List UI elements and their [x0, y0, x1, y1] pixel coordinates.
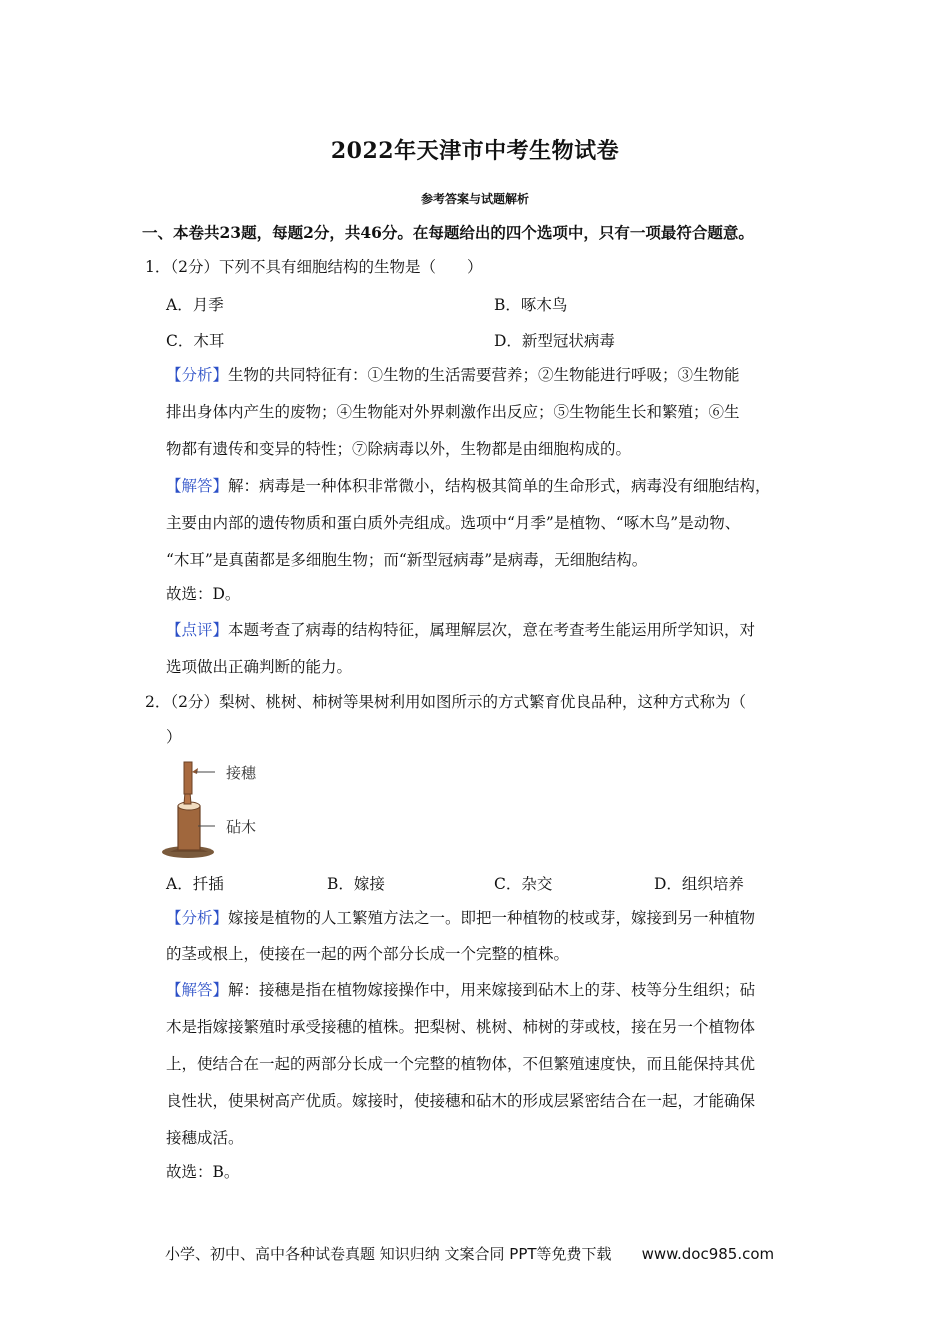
q1-comment-line-2: 选项做出正确判断的能力。 [166, 658, 353, 676]
q2-option-b: B．嫁接 [327, 875, 385, 893]
q1-option-a: A．月季 [166, 296, 224, 314]
q2-answer-line-4: 良性状，使果树高产优质。嫁接时，使接穗和砧木的形成层紧密结合在一起，才能确保 [166, 1092, 756, 1110]
q1-comment-line-1: 【点评】本题考查了病毒的结构特征，属理解层次，意在考查考生能运用所学知识，对 [166, 621, 756, 639]
q1-choice: 故选：D。 [166, 585, 241, 603]
q2-choice: 故选：B。 [166, 1163, 240, 1181]
q1-stem: 1．（2分）下列不具有细胞结构的生物是（ ） [145, 258, 483, 276]
analysis-tag: 【分析】 [166, 909, 229, 927]
page-title: 2022年天津市中考生物试卷 [330, 138, 620, 164]
q2-answer-line-3: 上，使结合在一起的两部分长成一个完整的植物体，不但繁殖速度快，而且能保持其优 [166, 1055, 756, 1073]
q2-answer-line-2: 木是指嫁接繁殖时承受接穗的植株。把梨树、桃树、柿树的芽或枝，接在另一个植物体 [166, 1018, 756, 1036]
q2-analysis-line-1: 【分析】嫁接是植物的人工繁殖方法之一。即把一种植物的枝或芽，嫁接到另一种植物 [166, 909, 756, 927]
answer-tag: 【解答】 [166, 981, 229, 999]
q1-answer-line-1: 【解答】解：病毒是一种体积非常微小，结构极其简单的生命形式，病毒没有细胞结构， [166, 477, 771, 495]
q1-analysis-line-1: 【分析】生物的共同特征有：①生物的生活需要营养；②生物能进行呼吸；③生物能 [166, 366, 740, 384]
q2-option-c: C．杂交 [494, 875, 553, 893]
footer-url[interactable]: www.doc985.com [641, 1245, 775, 1263]
comment-tag: 【点评】 [166, 621, 229, 639]
footer [165, 1243, 774, 1264]
rootstock-label: 砧木 [226, 818, 257, 836]
scion-label: 接穗 [226, 764, 257, 782]
answer-tag: 【解答】 [166, 477, 229, 495]
grafting-figure [160, 752, 270, 860]
q1-option-c: C．木耳 [166, 332, 225, 350]
q2-answer-line-5: 接穗成活。 [166, 1129, 244, 1147]
q1-answer-line-3: “木耳”是真菌都是多细胞生物；而“新型冠病毒”是病毒，无细胞结构。 [166, 551, 648, 569]
q1-answer-line-2: 主要由内部的遗传物质和蛋白质外壳组成。选项中“月季”是植物、“啄木鸟”是动物、 [166, 514, 741, 532]
section-heading: 一、本卷共23题，每题2分，共46分。在每题给出的四个选项中，只有一项最符合题意。 [142, 223, 754, 242]
q1-option-d: D．新型冠状病毒 [494, 332, 615, 350]
q2-analysis-line-2: 的茎或根上，使接在一起的两个部分长成一个完整的植株。 [166, 945, 570, 963]
q1-option-b: B．啄木鸟 [494, 296, 568, 314]
analysis-tag: 【分析】 [166, 366, 229, 384]
q2-stem-line-2: ） [166, 728, 182, 746]
q2-stem-line-1: 2．（2分）梨树、桃树、柿树等果树利用如图所示的方式繁育优良品种，这种方式称为（ [145, 693, 746, 711]
subtitle: 参考答案与试题解析 [420, 192, 529, 206]
footer-text: 小学、初中、高中各种试卷真题 知识归纳 文案合同 PPT等免费下载 [165, 1245, 612, 1263]
q2-option-d: D．组织培养 [654, 875, 744, 893]
q1-analysis-line-3: 物都有遗传和变异的特性；⑦除病毒以外，生物都是由细胞构成的。 [166, 440, 632, 458]
q1-analysis-line-2: 排出身体内产生的废物；④生物能对外界刺激作出反应；⑤生物能生长和繁殖；⑥生 [166, 403, 740, 421]
q2-answer-line-1: 【解答】解：接穗是指在植物嫁接操作中，用来嫁接到砧木上的芽、枝等分生组织；砧 [166, 981, 756, 999]
q2-option-a: A．扦插 [166, 875, 224, 893]
